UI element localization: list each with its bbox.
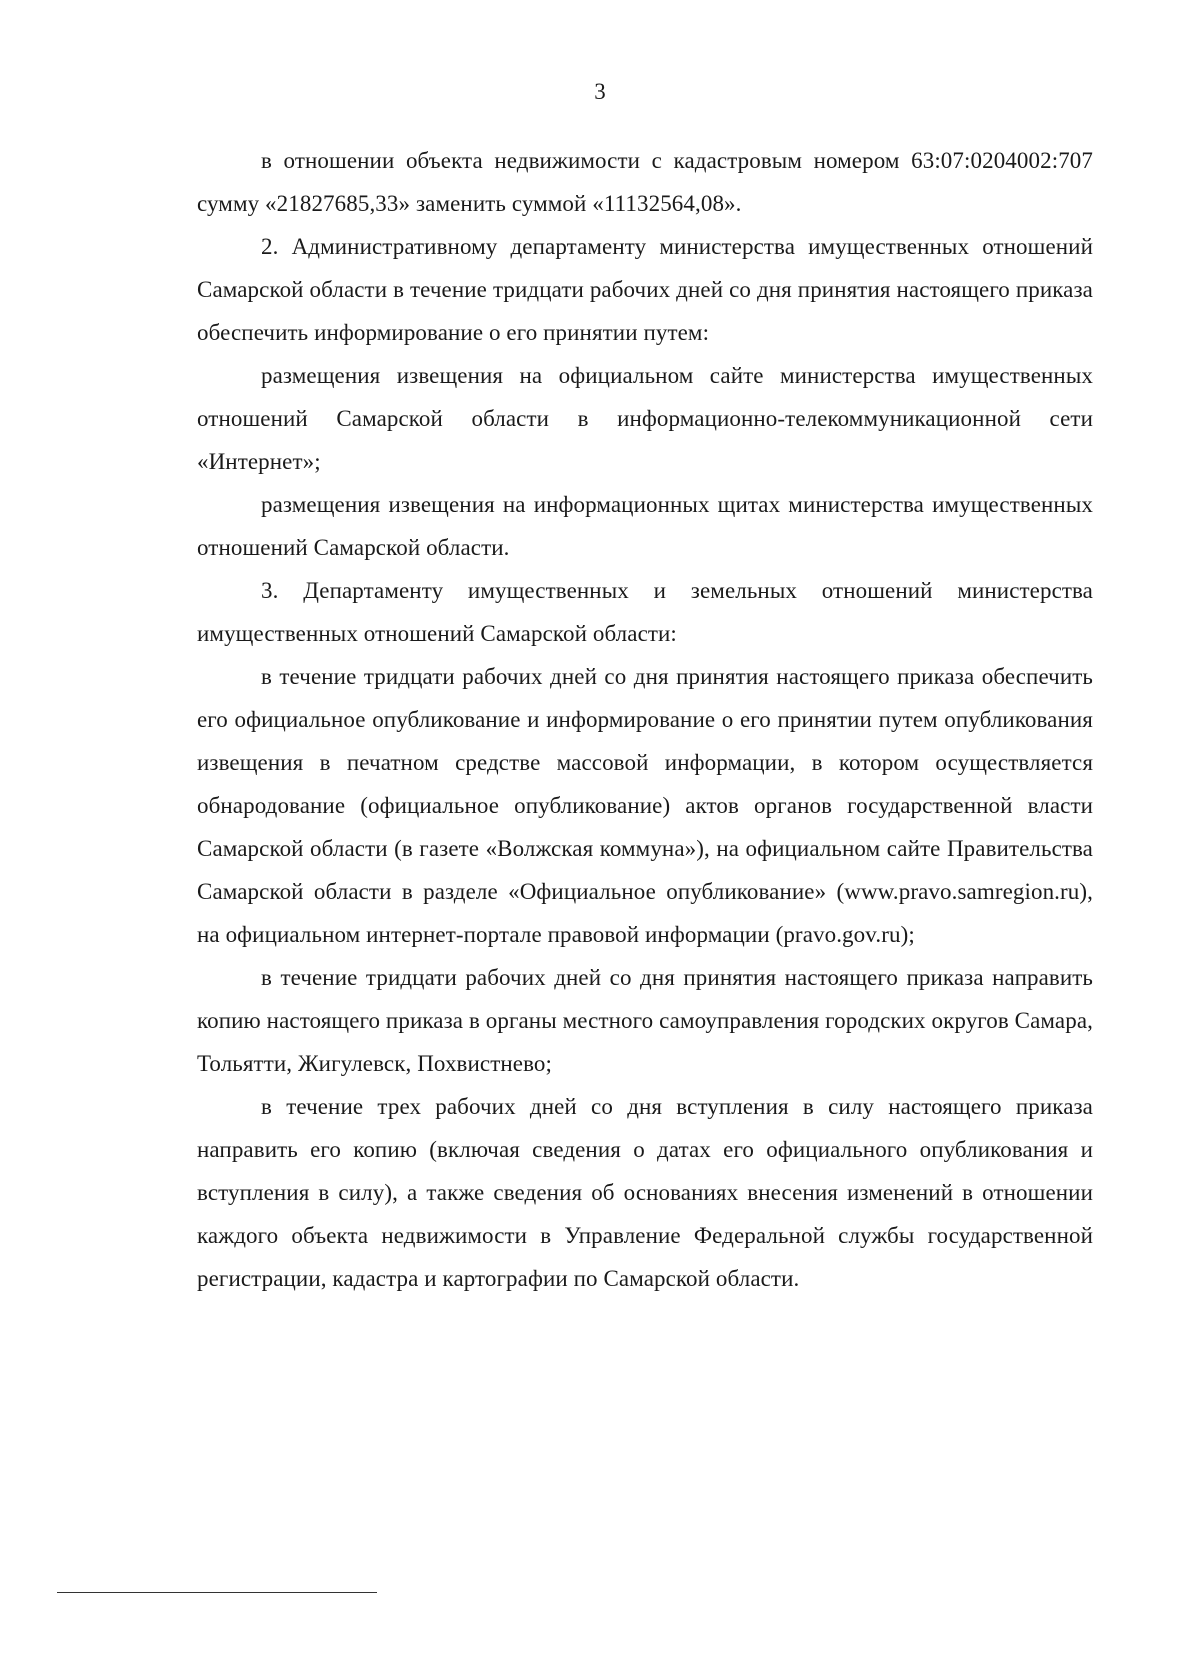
paragraph-item-3: 3. Департаменту имущественных и земельных отношений министерства имущественных отношений Самарской области: (197, 578, 1093, 646)
paragraph-publication: в течение тридцати рабочих дней со дня принятия настоящего приказа обеспечить его официальное опубликование и информирование о его принятии путем опубликования извещения в печатном средстве массовой информации, в котором осуществляется обнародование (официальное опубликование) актов органов государственной власти Самарской области (в газете «Волжская коммуна»), на официальном сайте Правительства Самарской области в разделе «Официальное опубликование» (www.pravo.samregion.ru), на официальном интернет-портале правовой информации (pravo.gov.ru); (197, 664, 1093, 947)
paragraph-copy-to-rosreestr: в течение трех рабочих дней со дня вступления в силу настоящего приказа направить его копию (включая сведения о датах его официального опубликования и вступления в силу), а также сведения об основаниях внесения изменений в отношении каждого объекта недвижимости в Управление Федеральной службы государственной регистрации, кадастра и картографии по Самарской области. (197, 1094, 1093, 1291)
paragraph-copy-to-municipalities: в течение тридцати рабочих дней со дня принятия настоящего приказа направить копию настоящего приказа в органы местного самоуправления городских округов Самара, Тольятти, Жигулевск, Похвистнево; (197, 965, 1093, 1076)
paragraph-website-notice: размещения извещения на официальном сайте министерства имущественных отношений Самарской области в информационно-телекоммуникационной сети «Интернет»; (197, 363, 1093, 474)
paragraph-cadastral-amount: в отношении объекта недвижимости с кадастровым номером 63:07:0204002:707 сумму «21827685,33» заменить суммой «11132564,08». (197, 148, 1093, 216)
paragraph-item-2: 2. Административному департаменту министерства имущественных отношений Самарской области в течение тридцати рабочих дней со дня принятия настоящего приказа обеспечить информирование о его принятии путем: (197, 234, 1093, 345)
page-number: 3 (594, 79, 606, 104)
document-body (197, 139, 1093, 1300)
footer-rule (57, 1592, 377, 1593)
paragraph-boards-notice: размещения извещения на информационных щитах министерства имущественных отношений Самарской области. (197, 492, 1093, 560)
